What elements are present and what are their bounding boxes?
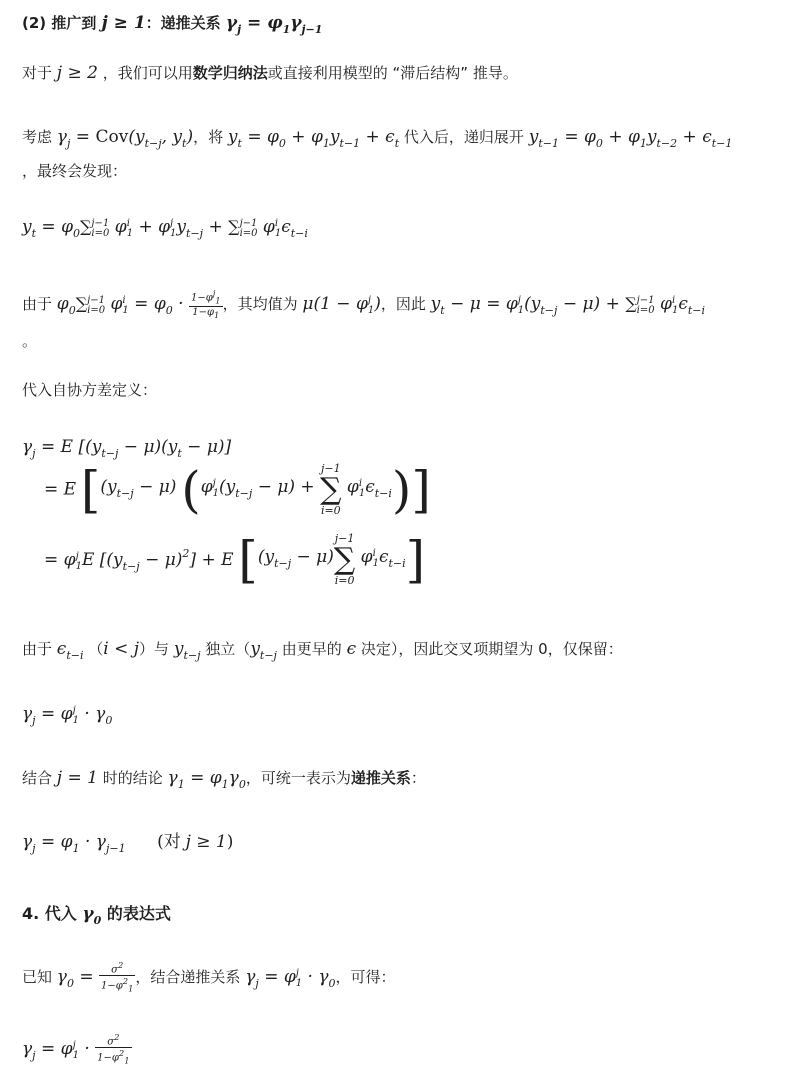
paragraph-combine [22,767,426,796]
p7-pre: 已知 [22,967,53,986]
p2-mid2: 代入后，递归展开 [403,128,524,146]
p1-post: 或直接利用模型的 “滞后结构” 推导。 [267,64,518,82]
paragraph-induction [22,62,518,84]
paragraph-define [22,379,157,401]
p5-t3: 独立（ [205,640,251,658]
p7-post: ，可得： [335,967,396,986]
section-heading-2 [22,12,322,41]
p4-text: 代入自协方差定义： [22,381,158,399]
p3-post: 。 [22,332,38,350]
paragraph-consider [22,126,732,155]
p3-mid2: ，因此 [380,295,426,314]
paragraph-independence [22,638,623,667]
equation-gamma-line2: = E [$(y_{t-j} - \mu)$ (φ j 1 $(y_{t-j} - \mu)$ + j−1 ∑ i=0 φ i 1 $\epsilon_{t-i}$)] [44,461,431,519]
p3-sum: $\varphi_0\sum$ j−1 i=0 φ i 1 = $\varphi_0$ · $\frac{1-\varphi^j_1}{1-\varphi_1}$ [56,288,221,321]
p6-post: ： [410,769,426,787]
p6-pre: 结合 [22,769,53,787]
p6-j1: j = 1 [56,768,98,788]
p2-model: $y_t = \varphi_0 + \varphi_1y_{t-1} + \epsilon_t$ [227,127,400,150]
section-heading-4 [22,903,171,932]
p2-mid1: ，将 [193,128,224,146]
heading-formula: $\gamma_j = \varphi_1\gamma_{j-1}$ [225,13,323,36]
p5-t2: ）与 [139,640,170,658]
p5-t5: 决定），因此交叉项期望为 0，仅保留： [360,640,623,658]
equation-gamma-line3: = φ j 1 E $[(y_{t-j} - \mu)^2] + E$ [$(y_{t-j} - \mu)$ j−1 ∑ i=0 φ i 1 $\epsilon_{t-i}$] [44,531,426,589]
heading-colon: ：递推关系 [145,14,221,32]
heading-condition: j ≥ 1 [101,13,146,33]
p6-bold: 递推关系 [350,769,411,787]
heading4-label: 4. 代入 [22,904,77,923]
p5-y2: $y_{t-j}$ [250,639,277,662]
equation-final: $\gamma_j = \varphi$ j 1 · $\frac{\sigma^2}{1-\varphi^2_1}$ [22,1032,130,1066]
p5-eps: $\epsilon_{t-i}$ [56,639,84,662]
equation-gamma-j: $\gamma_j = \varphi$ j 1 · $\gamma_0$ [22,704,113,727]
p7-gamma0: $\gamma_0$ = $\frac{\sigma^2}{1-\varphi^2_1}$ [56,960,134,994]
p7-rel: $\gamma_j = \varphi$ j 1 · $\gamma_0$ [245,966,336,990]
eq-note-close: ) [226,832,234,852]
eq-note: (对 [157,832,181,852]
p6-gamma1: $\gamma_1 = \varphi_1\gamma_0$ [167,768,246,791]
p3-mid1: ，其均值为 [222,295,298,314]
p5-y: $y_{t-j}$ [173,639,201,662]
p6-mid: 时的结论 [102,769,163,787]
paragraph-known [22,960,396,995]
p1-pre: 对于 [22,64,53,82]
p6-mid2: ，可统一表示为 [245,769,351,787]
equation-yt: $y_t = \varphi_0\sum$ j−1 i=0 φ i 1 + φ j 1 $y_{t-j}$ + ∑ j−1 i=0 φ i 1 $\epsilon_{t-i}$ [22,217,308,240]
equation-gamma-line1: $\gamma_j = E$ $[(y_{t-j} - \mu)(y_t - \mu)]$ [22,437,232,460]
p3-pre: 由于 [22,295,53,314]
heading-label: (2) 推广到 [22,14,97,32]
p2-expand: $y_{t-1} = \varphi_0 + \varphi_1y_{t-2} + \epsilon_{t-1}$ [528,127,733,150]
p5-cond: i < j [103,639,140,659]
paragraph-mean-end [22,330,37,352]
p1-bold: 数学归纳法 [192,64,268,82]
p5-pre: 由于 [22,640,53,658]
p1-mid: ，我们可以用 [102,64,193,82]
p7-mid: ，结合递推关系 [135,967,241,986]
p5-t1: （ [88,640,104,658]
p2-pre: 考虑 [22,128,53,146]
p1-cond: j ≥ 2 [56,63,98,83]
heading4-post: 的表达式 [106,904,171,923]
paragraph-consider-end [22,160,127,182]
paragraph-mean [22,288,705,322]
p2-post: ，最终会发现： [22,162,128,180]
p5-eps2: ϵ [346,639,357,659]
p2-gamma: $\gamma_j = Cov(y_{t-j}$, $y_t$) [56,127,194,150]
p5-t4: 由更早的 [281,640,342,658]
p3-dev: $y_t - \mu = \varphi$ j 1 $(y_{t-j} - \mu)$ + ∑ j−1 i=0 φ i 1 $\epsilon_{t-i}$ [430,294,705,318]
p3-mean: μ(1 − φ j 1 ) [302,294,381,317]
equation-recursive: $\gamma_j = \varphi_1 \cdot \gamma_{j-1}$ (对 j ≥ 1) [22,832,234,855]
heading4-gamma0: $\gamma_0$ [82,904,102,927]
